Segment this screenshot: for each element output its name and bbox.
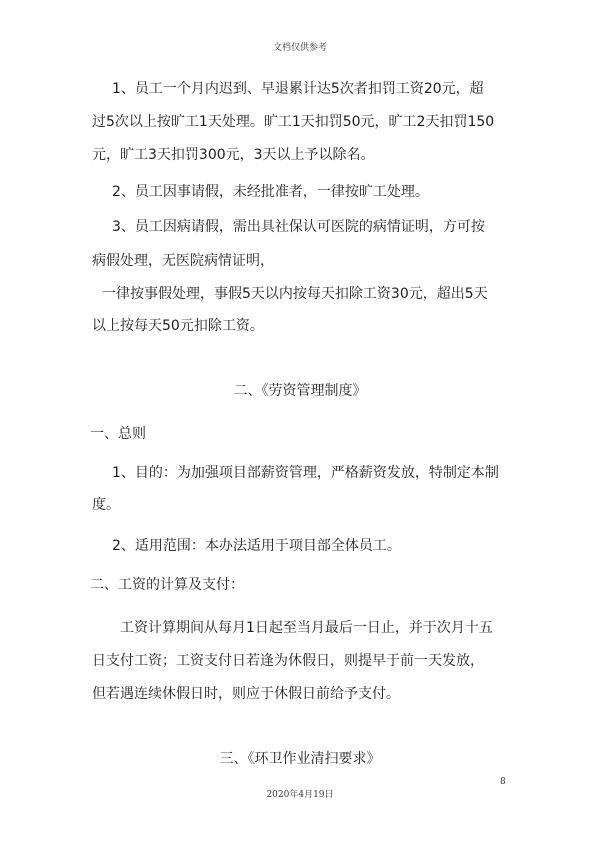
wage-line-3: 但若遇连续休假日时，则应于休假日前给予支付。 [92, 686, 400, 702]
rule-1-line-2: 过5次以上按旷工1天处理。旷工1天扣罚50元，旷工2天扣罚150 [92, 114, 495, 130]
rule-1-line-1: 1、员工一个月内迟到、早退累计达5次者扣罚工资20元，超 [112, 81, 484, 97]
page-footer-date: 2020年4月19日 [266, 790, 334, 800]
purpose-line-1: 1、目的：为加强项目部薪资管理，严格薪资发放，特制定本制 [112, 465, 499, 481]
rule-2-line-1: 2、员工因事请假，未经批准者，一律按旷工处理。 [112, 184, 429, 200]
page-header: 文档仅供参考 [272, 43, 327, 53]
page-number: 8 [500, 777, 506, 787]
rule-3-line-4: 以上按每天50元扣除工资。 [92, 318, 264, 334]
rule-3-line-3: 一律按事假处理，事假5天以内按每天扣除工资30元，超出5天 [102, 286, 488, 302]
rule-3-line-1: 3、员工因病请假，需出具社保认可医院的病情证明，方可按 [112, 219, 485, 235]
wage-line-2: 日支付工资；工资支付日若逢为休假日，则提早于前一天发放， [92, 653, 484, 669]
purpose-line-2: 度。 [92, 497, 120, 513]
scope-line: 2、适用范围：本办法适用于项目部全体员工。 [112, 538, 401, 554]
wage-line-1: 工资计算期间从每月1日起至当月最后一日止，并于次月十五 [120, 620, 493, 636]
general-heading: 一、总则 [90, 426, 146, 442]
rule-3-line-2: 病假处理，无医院病情证明， [92, 253, 274, 269]
section-title-labor-management: 二、《劳资管理制度》 [233, 383, 367, 399]
rule-1-line-3: 元，旷工3天扣罚300元，3天以上予以除名。 [92, 147, 375, 163]
wage-heading: 二、工资的计算及支付： [90, 577, 244, 593]
section-title-sanitation: 三、《环卫作业清扫要求》 [219, 751, 381, 767]
